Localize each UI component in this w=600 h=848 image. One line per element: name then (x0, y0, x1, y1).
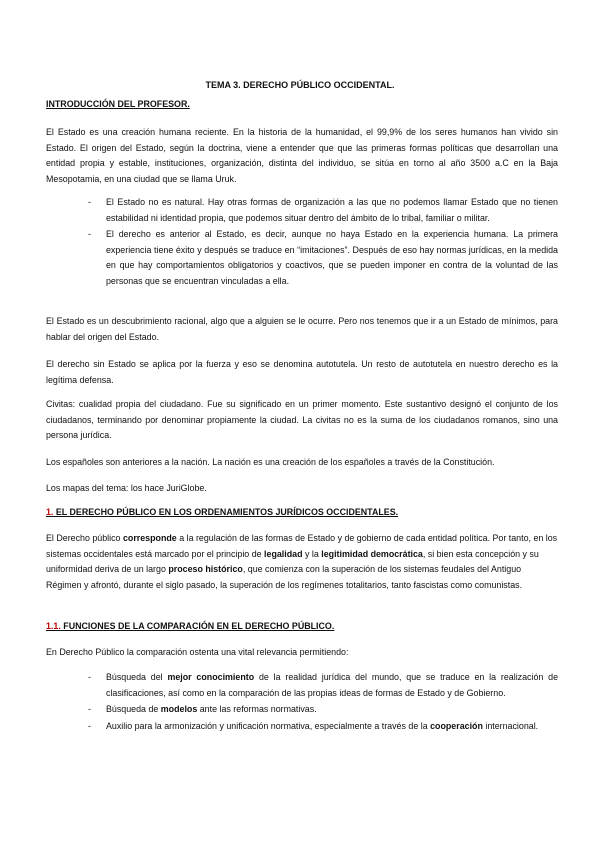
paragraph-maps: Los mapas del tema: los hace JuriGlobe. (46, 483, 207, 493)
paragraph-public-law: El Derecho público corresponde a la regulación de las formas de Estado y de gobierno de cada entidad política. Por tanto, en los sistemas occidentales está marcado por el principio de legalidad y la legitimidad democrática, si bien esta concepción y su uniformidad deriva de un largo proceso histórico, que comienza con la superación de los sistemas feudales del Antiguo Régimen y afrontó, durante el siglo pasado, la superación de los regímenes totalitarios, tanto fascistas como comunistas. (46, 533, 558, 590)
comparison-bullet-list (88, 670, 558, 734)
list-item: - El Estado no es natural. Hay otras formas de organización a las que no podemos llamar Estado que no tienen estabilidad ni identidad propia, que podemos situar dentro del ámbito de lo tribal, familiar o militar. (88, 197, 558, 223)
list-item: - Auxilio para la armonización y unificación normativa, especialmente a través de la cooperación internacional. (88, 720, 539, 731)
paragraph-state-origin: El Estado es una creación humana reciente. En la historia de la humanidad, el 99,9% de los seres humanos han vivido sin Estado. El origen del Estado, según la doctrina, viene a entender que que las primeras formas políticas que desarrollan una entidad propia y estable, instituciones, organización, distinta del individuo, se sitúa en torno al año 3500 a.C en la Baja Mesopotamia, en una ciudad que se llama Uruk. (46, 127, 558, 184)
paragraph-civitas: Civitas: cualidad propia del ciudadano. Fue su significado en un primer momento. Este sustantivo designó el conjunto de los ciudadanos, terminando por denominar propiamente la ciudad. La civitas no es la suma de los ciudadanos romanos, sino una persona jurídica. (46, 399, 558, 441)
paragraph-rational-discovery: El Estado es un descubrimiento racional, algo que a alguien se le ocurre. Pero nos tenemos que ir a un Estado de mínimos, para hablar del origen del Estado. (46, 316, 558, 342)
intro-heading: INTRODUCCIÓN DEL PROFESOR. (46, 99, 190, 109)
section-number: 1.1. (46, 621, 61, 631)
paragraph-nation: Los españoles son anteriores a la nación. La nación es una creación de los españoles a través de la Constitución. (46, 457, 495, 467)
page-title: TEMA 3. DERECHO PÚBLICO OCCIDENTAL. (205, 80, 395, 90)
section-1-1-heading: 1.1. FUNCIONES DE LA COMPARACIÓN EN EL DERECHO PÚBLICO. (46, 621, 335, 631)
list-item: - El derecho es anterior al Estado, es decir, aunque no haya Estado en la experiencia humana. La primera experiencia tiene éxito y después se traduce en “imitaciones”. Después de eso hay normas jurídicas, en la medida en que hay comportamientos obligatorios y coactivos, que se pueden imponer en contra de la voluntad de las personas que se encuentran vinculadas a ella. (88, 229, 558, 286)
paragraph-comparison-intro: En Derecho Público la comparación ostenta una vital relevancia permitiendo: (46, 647, 349, 657)
list-item: - Búsqueda de modelos ante las reformas normativas. (88, 704, 317, 715)
list-item: - Búsqueda del mejor conocimiento de la realidad jurídica del mundo, que se traduce en la realización de clasificaciones, así como en la comparación de las propias ideas de formas de Estado y de Gobierno. (88, 672, 559, 698)
paragraph-autotutela: El derecho sin Estado se aplica por la fuerza y eso se denomina autotutela. Un resto de autotutela en nuestro derecho es la legítima defensa. (46, 359, 558, 385)
section-1-heading: 1. EL DERECHO PÚBLICO EN LOS ORDENAMIENTOS JURÍDICOS OCCIDENTALES. (46, 507, 399, 517)
intro-bullet-list (88, 195, 558, 290)
section-number: 1. (46, 507, 54, 517)
